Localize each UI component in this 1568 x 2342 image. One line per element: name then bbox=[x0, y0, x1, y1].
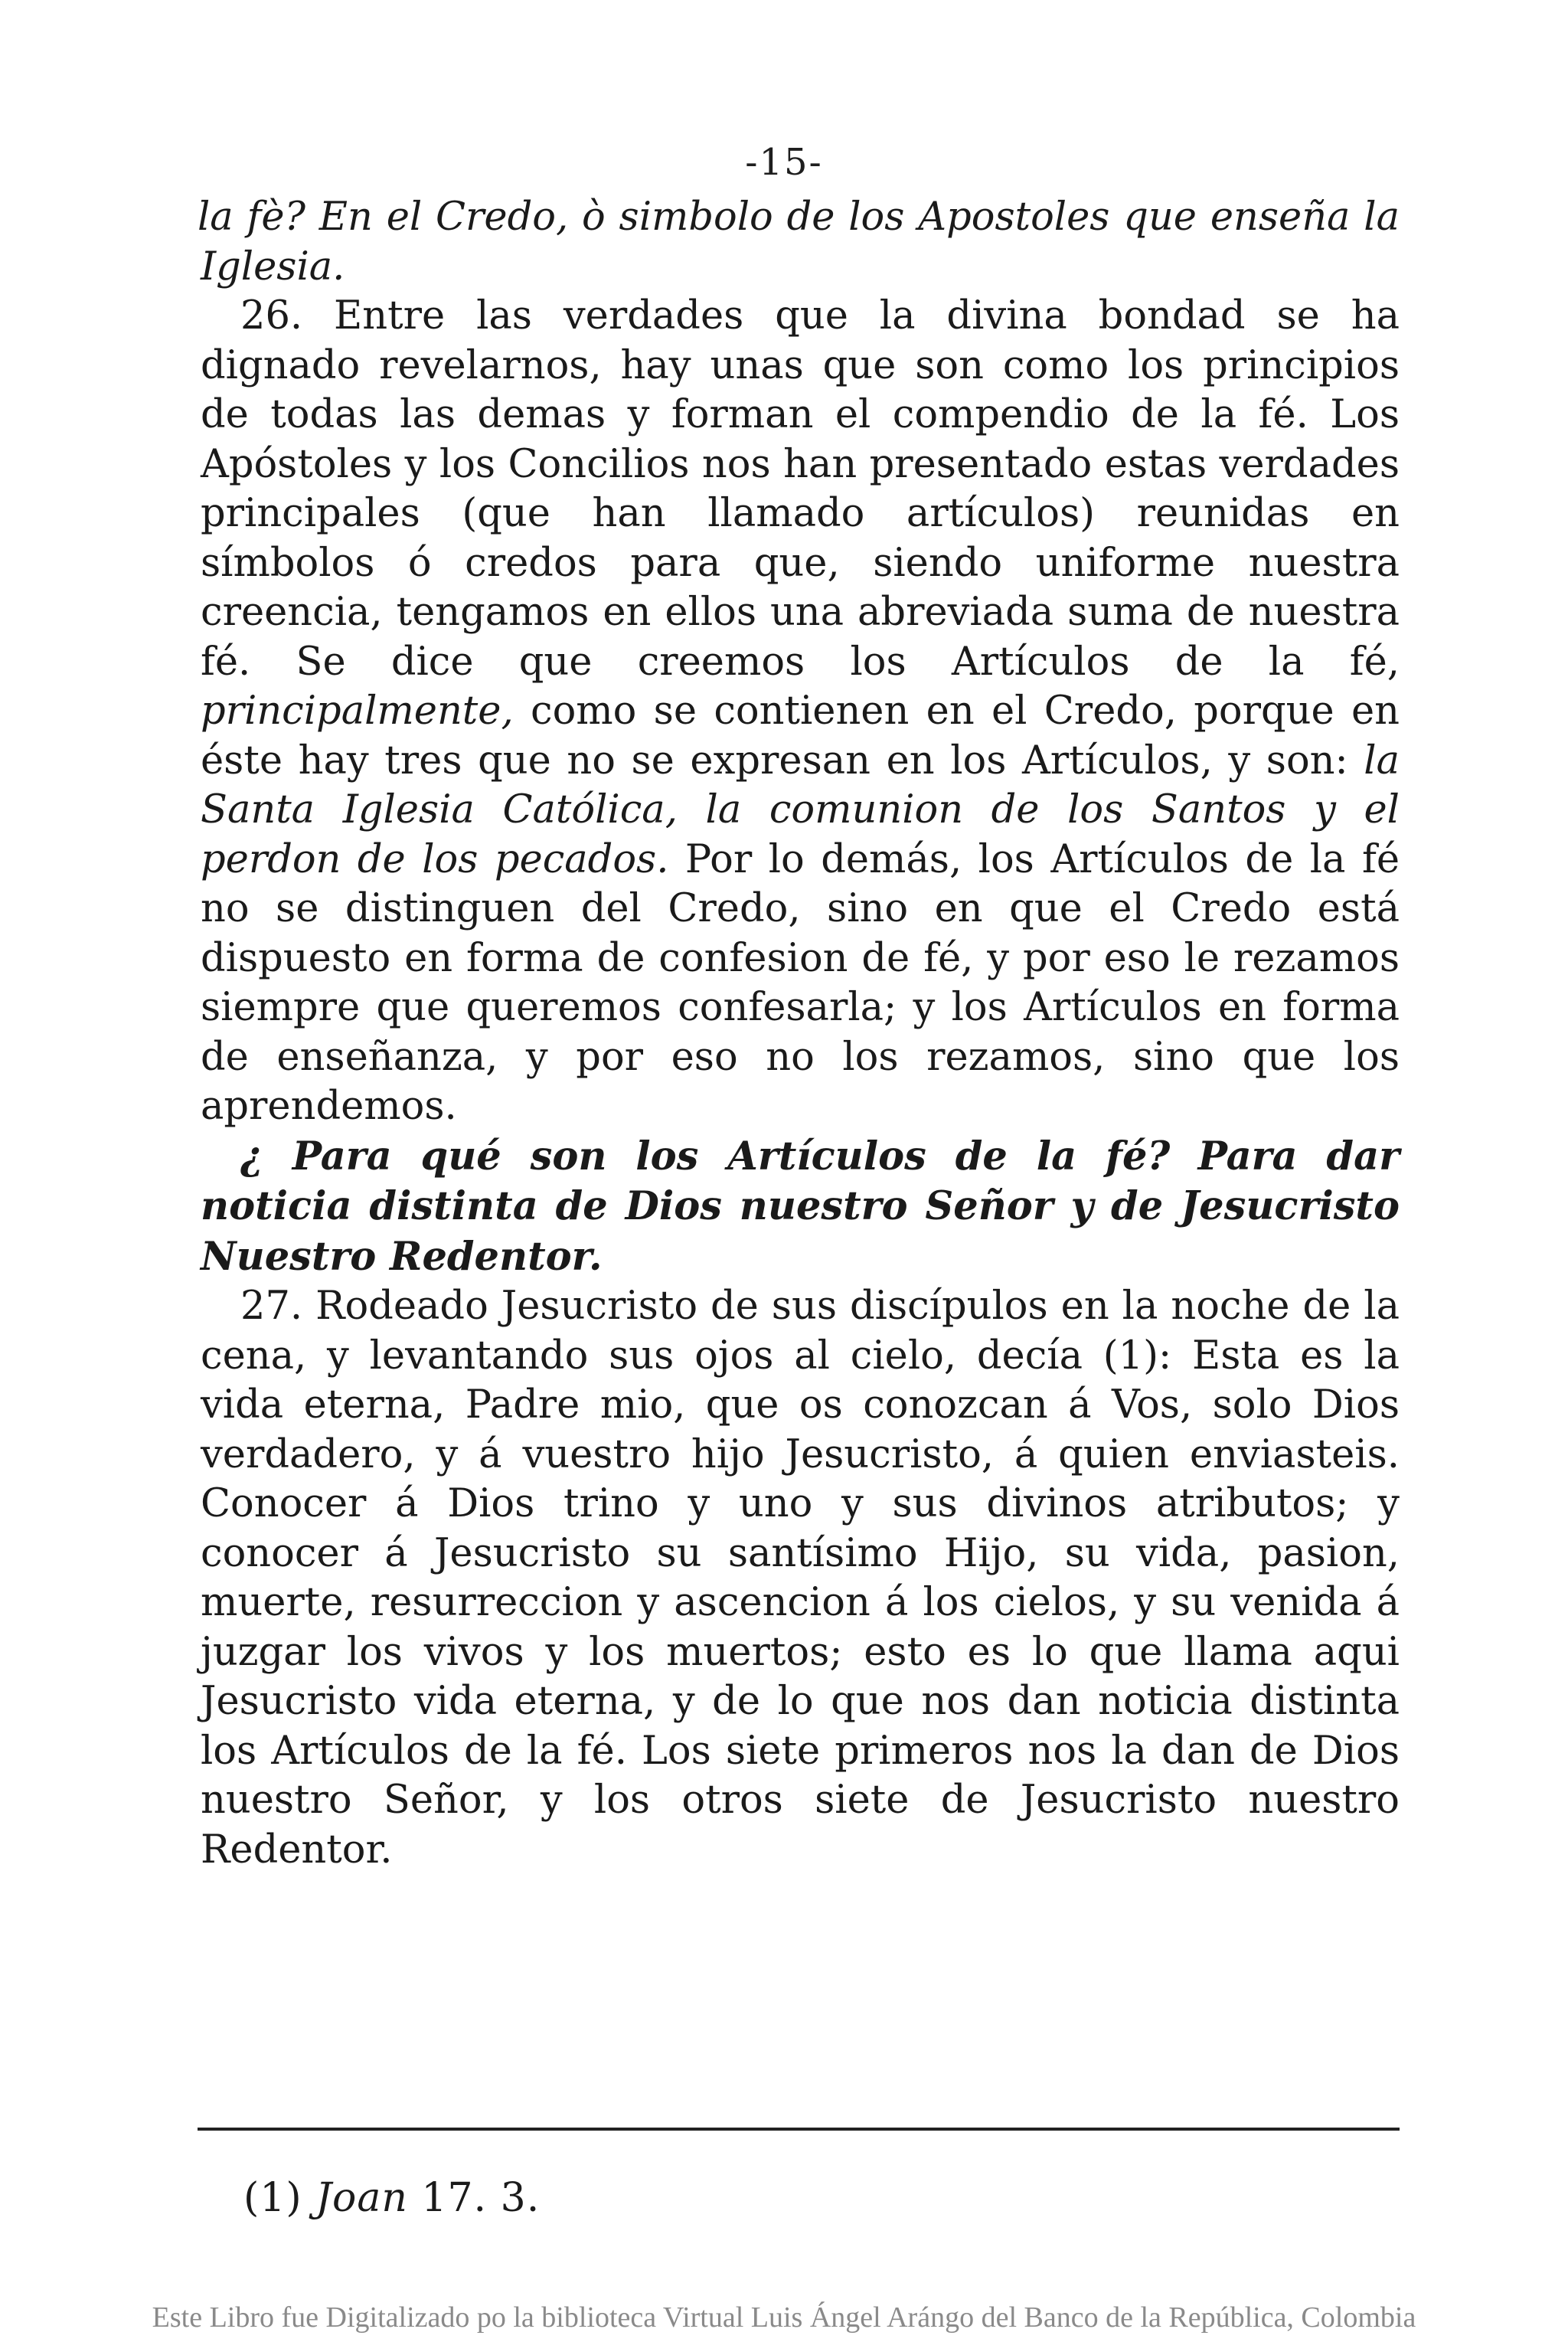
paragraph-27-text: 27. Rodeado Jesucristo de sus discípulos en la noche de la cena, y levantando sus ojos al cielo, decía (1): Esta es la vida eterna, Padre mio, que os conozcan á Vos, solo Dios verdadero, y á vuestro hijo Jesucristo, á quien enviasteis. Conocer á Dios trino y uno y sus divinos atributos; y conocer á Jesucristo su santísimo Hijo, su vida, pasion, muerte, resurreccion y ascencion á los cielos, y su venida á juzgar los vivos y los muertos; esto es lo que llama aqui Jesucristo vida eterna, y de lo que nos dan noticia distinta los Artículos de la fé. Los siete primeros nos la dan de Dios nuestro Señor, y los otros siete de Jesucristo nuestro Redentor. bbox=[201, 1284, 1400, 1873]
main-text bbox=[198, 193, 1400, 1875]
paragraph-26-italic-2: la Santa Iglesia Católica, la comunion de los Santos y el perdon de los pecados. bbox=[201, 738, 1400, 882]
paragraph-27 bbox=[201, 1282, 1400, 1875]
footnote-reference: 17. 3. bbox=[421, 2175, 541, 2221]
question-spacer bbox=[1170, 1134, 1197, 1179]
answer-articulos: Para dar noticia distinta de Dios nuestro Señor y de Jesucristo Nuestro Redentor. bbox=[201, 1133, 1400, 1280]
footnote bbox=[243, 2175, 540, 2221]
digitization-credit: Este Libro fue Digitalizado po la biblioteca Virtual Luis Ángel Arángo del Banco de la República, Colombia bbox=[152, 2301, 1416, 2334]
page-number: -15- bbox=[745, 141, 823, 184]
question-articulos: ¿ Para qué son los Artículos de la fé? bbox=[240, 1133, 1171, 1179]
paragraph-26-italic-1: principalmente, bbox=[201, 689, 514, 734]
footnote-source: Joan bbox=[315, 2175, 408, 2221]
paragraph-26-text-2: como se contienen en el Credo, porque en éste hay tres que no se expresan en los Artículos, y son: bbox=[201, 689, 1400, 783]
paragraph-question-articulos bbox=[201, 1132, 1400, 1283]
paragraph-question-credo bbox=[198, 193, 1400, 292]
italic-question-credo: la fè? En el Credo, ò simbolo de los Apostoles que enseña la Iglesia. bbox=[198, 195, 1400, 289]
paragraph-26-text-1: 26. Entre las verdades que la divina bondad se ha dignado revelarnos, hay unas que son como los principios de todas las demas y forman el compendio de la fé. Los Apóstoles y los Concilios nos han presentado estas verdades principales (que han llamado artículos) reunidas en símbolos ó credos para que, siendo uniforme nuestra creencia, tengamos en ellos una abreviada suma de nuestra fé. Se dice que creemos los Artículos de la fé, bbox=[201, 293, 1400, 685]
footnote-divider bbox=[198, 2128, 1400, 2131]
paragraph-26-text-3: Por lo demás, los Artículos de la fé no se distinguen del Credo, sino en que el Credo está dispuesto en forma de confesion de fé, y por eso le rezamos siempre que queremos confesarla; y los Artículos en forma de enseñanza, y por eso no los rezamos, sino que los aprendemos. bbox=[201, 836, 1400, 1129]
paragraph-26 bbox=[201, 292, 1400, 1132]
footnote-marker: (1) bbox=[243, 2175, 302, 2221]
